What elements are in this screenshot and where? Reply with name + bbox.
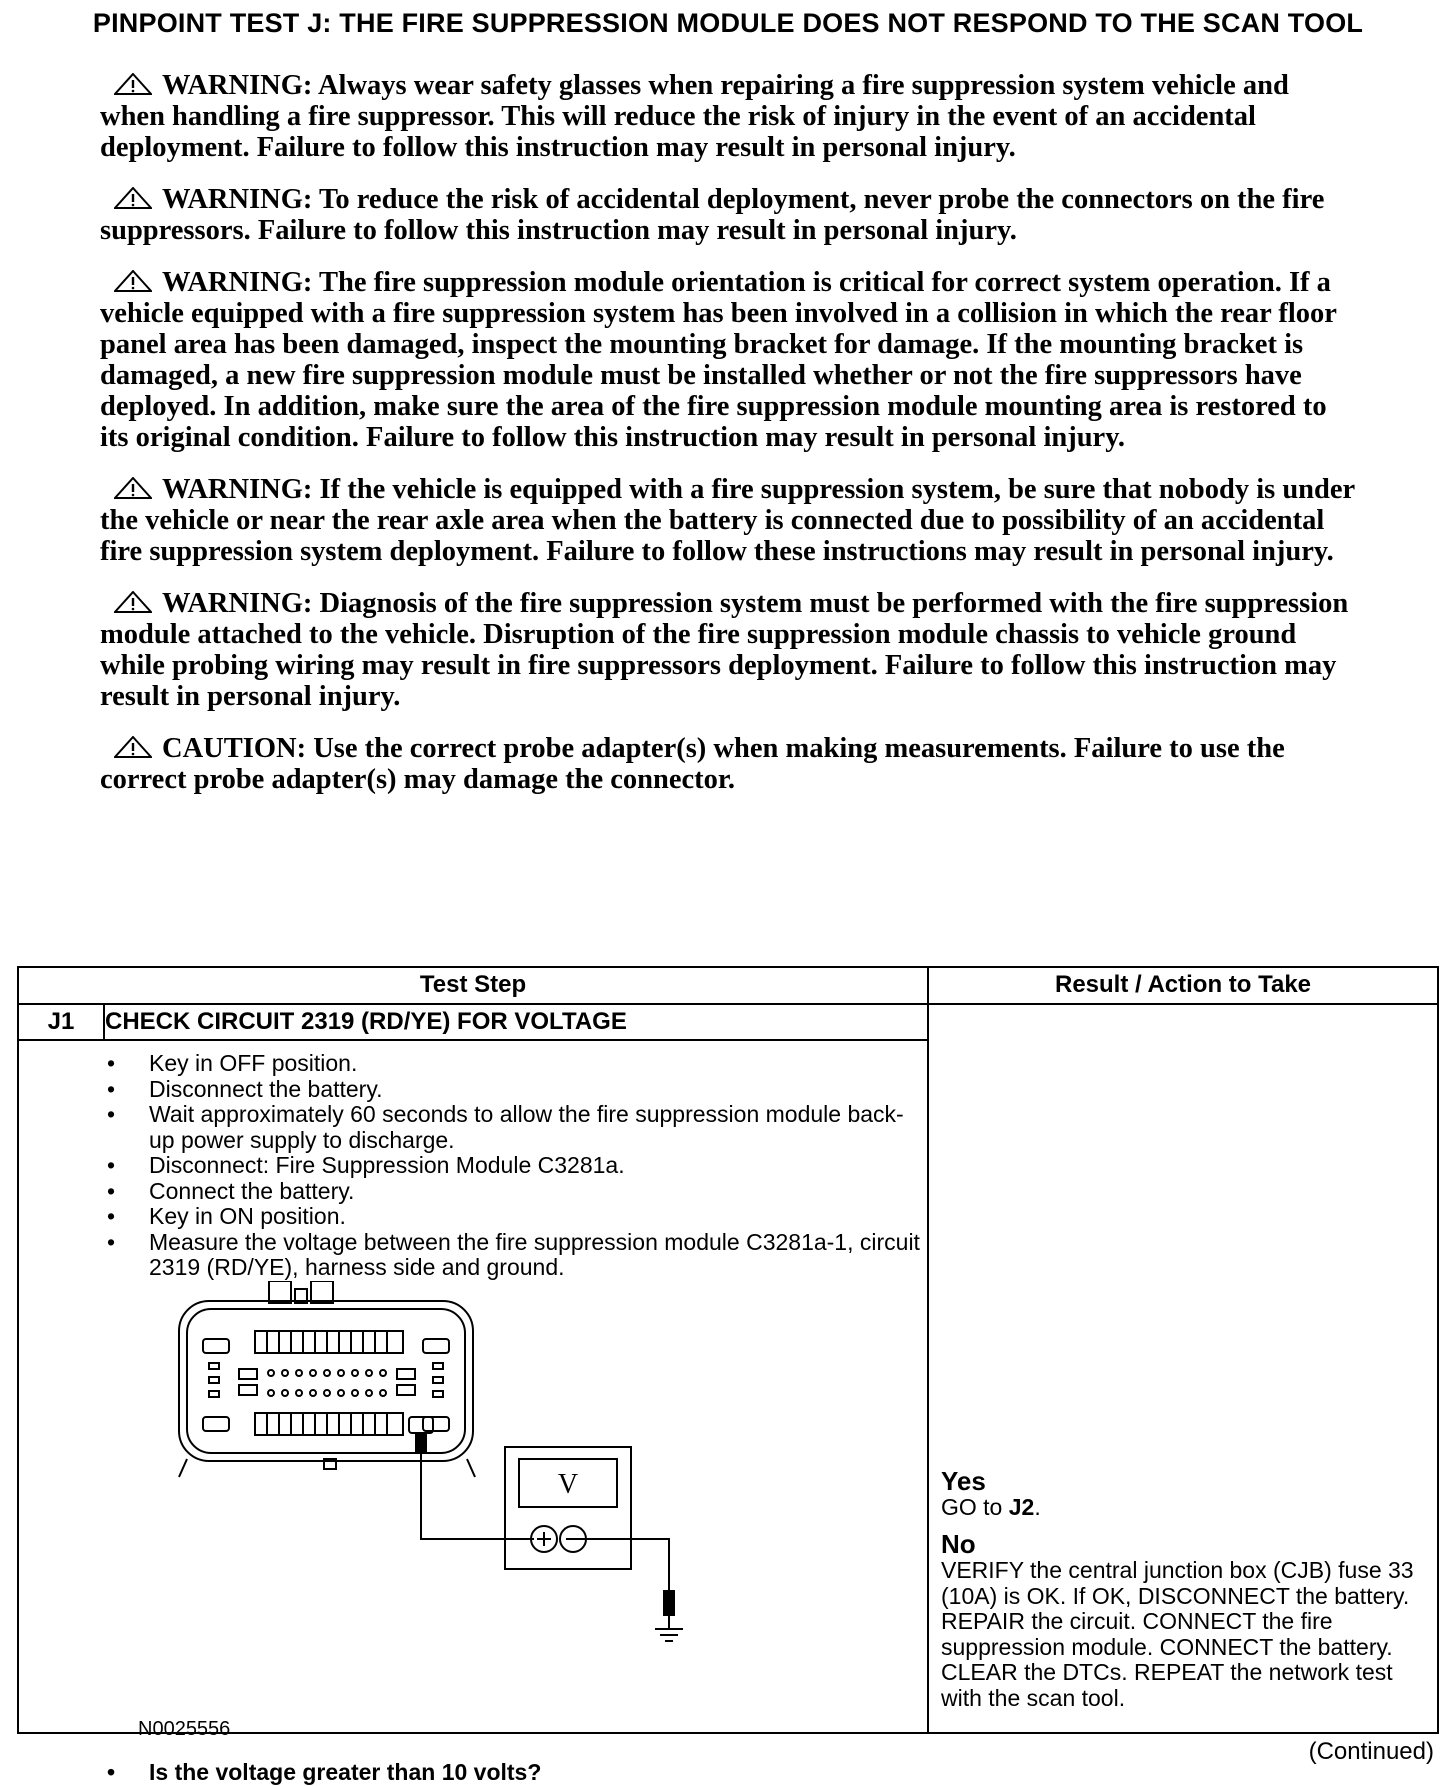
warning-text: WARNING: To reduce the risk of accidental deployment, never probe the connectors on the fire suppressors. Failure to follow this instruction may result in personal injury. bbox=[100, 184, 1325, 246]
warning-triangle-icon bbox=[114, 591, 152, 613]
warnings-list bbox=[100, 70, 1360, 816]
warning-text: WARNING: The fire suppression module orientation is critical for correct system operation. If a vehicle equipped with a fire suppression system has been involved in a collision in which the rear floor panel area has been damaged, inspect the mounting bracket for damage. If the mounting bracket is damaged, a new fire suppression module must be installed whether or not the fire suppressors have deployed. In addition, make sure the area of the fire suppression module mounting area is restored to its original condition. Failure to follow this instruction may result in personal injury. bbox=[100, 267, 1337, 453]
no-label: No bbox=[941, 1529, 976, 1560]
list-item: • Key in ON position. bbox=[107, 1204, 927, 1230]
ground-symbol bbox=[655, 1591, 683, 1641]
yes-action: GO to J2. bbox=[941, 1493, 1041, 1520]
connector-c3281a bbox=[179, 1301, 475, 1477]
connector-latch bbox=[269, 1281, 333, 1303]
step-id: J1 bbox=[18, 1004, 104, 1041]
page-title: PINPOINT TEST J: THE FIRE SUPPRESSION MODULE DOES NOT RESPOND TO THE SCAN TOOL bbox=[92, 8, 1364, 38]
list-item: • Disconnect: Fire Suppression Module C3281a. bbox=[107, 1153, 927, 1179]
warning-safety-glasses bbox=[100, 70, 1360, 163]
step-body bbox=[18, 1040, 928, 1786]
list-item: • Connect the battery. bbox=[107, 1179, 927, 1205]
step-title: CHECK CIRCUIT 2319 (RD/YE) FOR VOLTAGE bbox=[104, 1004, 928, 1041]
list-item: • Disconnect the battery. bbox=[107, 1077, 927, 1103]
warning-triangle-icon bbox=[114, 73, 152, 95]
warning-never-probe bbox=[100, 184, 1360, 246]
caution-triangle-icon bbox=[114, 736, 152, 758]
figure-reference: N0025556 bbox=[138, 1718, 231, 1741]
warning-text: WARNING: If the vehicle is equipped with a fire suppression system, be sure that nobody is under the vehicle or near the rear axle area when the battery is connected due to possibility of an accidental fire suppression system deployment. Failure to follow these instructions may result in personal injury. bbox=[100, 474, 1355, 567]
list-item: • Measure the voltage between the fire suppression module C3281a-1, circuit 2319 (RD/YE), harness side and ground. bbox=[107, 1230, 927, 1281]
goto-j2-link[interactable]: J2 bbox=[1008, 1493, 1035, 1520]
warning-orientation bbox=[100, 267, 1360, 453]
warning-text: WARNING: Diagnosis of the fire suppression system must be performed with the fire suppression module attached to the vehicle. Disruption of the fire suppression module chassis to vehicle ground while probing wiring may result in fire suppressors deployment. Failure to follow this instruction may result in personal injury. bbox=[100, 588, 1349, 712]
warning-triangle-icon bbox=[114, 270, 152, 292]
voltmeter bbox=[505, 1447, 631, 1569]
caution-probe-adapter bbox=[100, 733, 1360, 795]
step-question: • Is the voltage greater than 10 volts? bbox=[107, 1759, 541, 1786]
voltmeter-label: V bbox=[557, 1469, 579, 1501]
column-header-test-step: Test Step bbox=[18, 967, 928, 1004]
continued-label: (Continued) bbox=[1308, 1738, 1434, 1765]
result-cell bbox=[928, 1004, 1438, 1733]
result-actions bbox=[941, 1467, 1431, 1712]
column-header-result: Result / Action to Take bbox=[928, 967, 1438, 1004]
list-item: • Key in OFF position. bbox=[107, 1051, 927, 1077]
warning-triangle-icon bbox=[114, 477, 152, 499]
connector-voltmeter-diagram bbox=[159, 1281, 799, 1721]
warning-diagnosis bbox=[100, 588, 1360, 712]
warning-nobody-under bbox=[100, 474, 1360, 567]
caution-text: CAUTION: Use the correct probe adapter(s) when making measurements. Failure to use the correct probe adapter(s) may damage the connector. bbox=[100, 733, 1285, 795]
warning-text: WARNING: Always wear safety glasses when repairing a fire suppression system vehicle and when handling a fire suppressor. This will reduce the risk of injury in the event of an accidental deployment. Failure to follow this instruction may result in personal injury. bbox=[100, 70, 1289, 163]
no-action: VERIFY the central junction box (CJB) fuse 33 (10A) is OK. If OK, DISCONNECT the battery. REPAIR the circuit. CONNECT the fire suppression module. CONNECT the battery. CLEAR the DTCs. REPEAT the network test with the scan tool. bbox=[941, 1557, 1414, 1711]
warning-triangle-icon bbox=[114, 187, 152, 209]
yes-label: Yes bbox=[941, 1465, 986, 1496]
list-item: • Wait approximately 60 seconds to allow the fire suppression module back-up power supply to discharge. bbox=[107, 1102, 927, 1153]
step-bullet-list bbox=[19, 1051, 927, 1281]
